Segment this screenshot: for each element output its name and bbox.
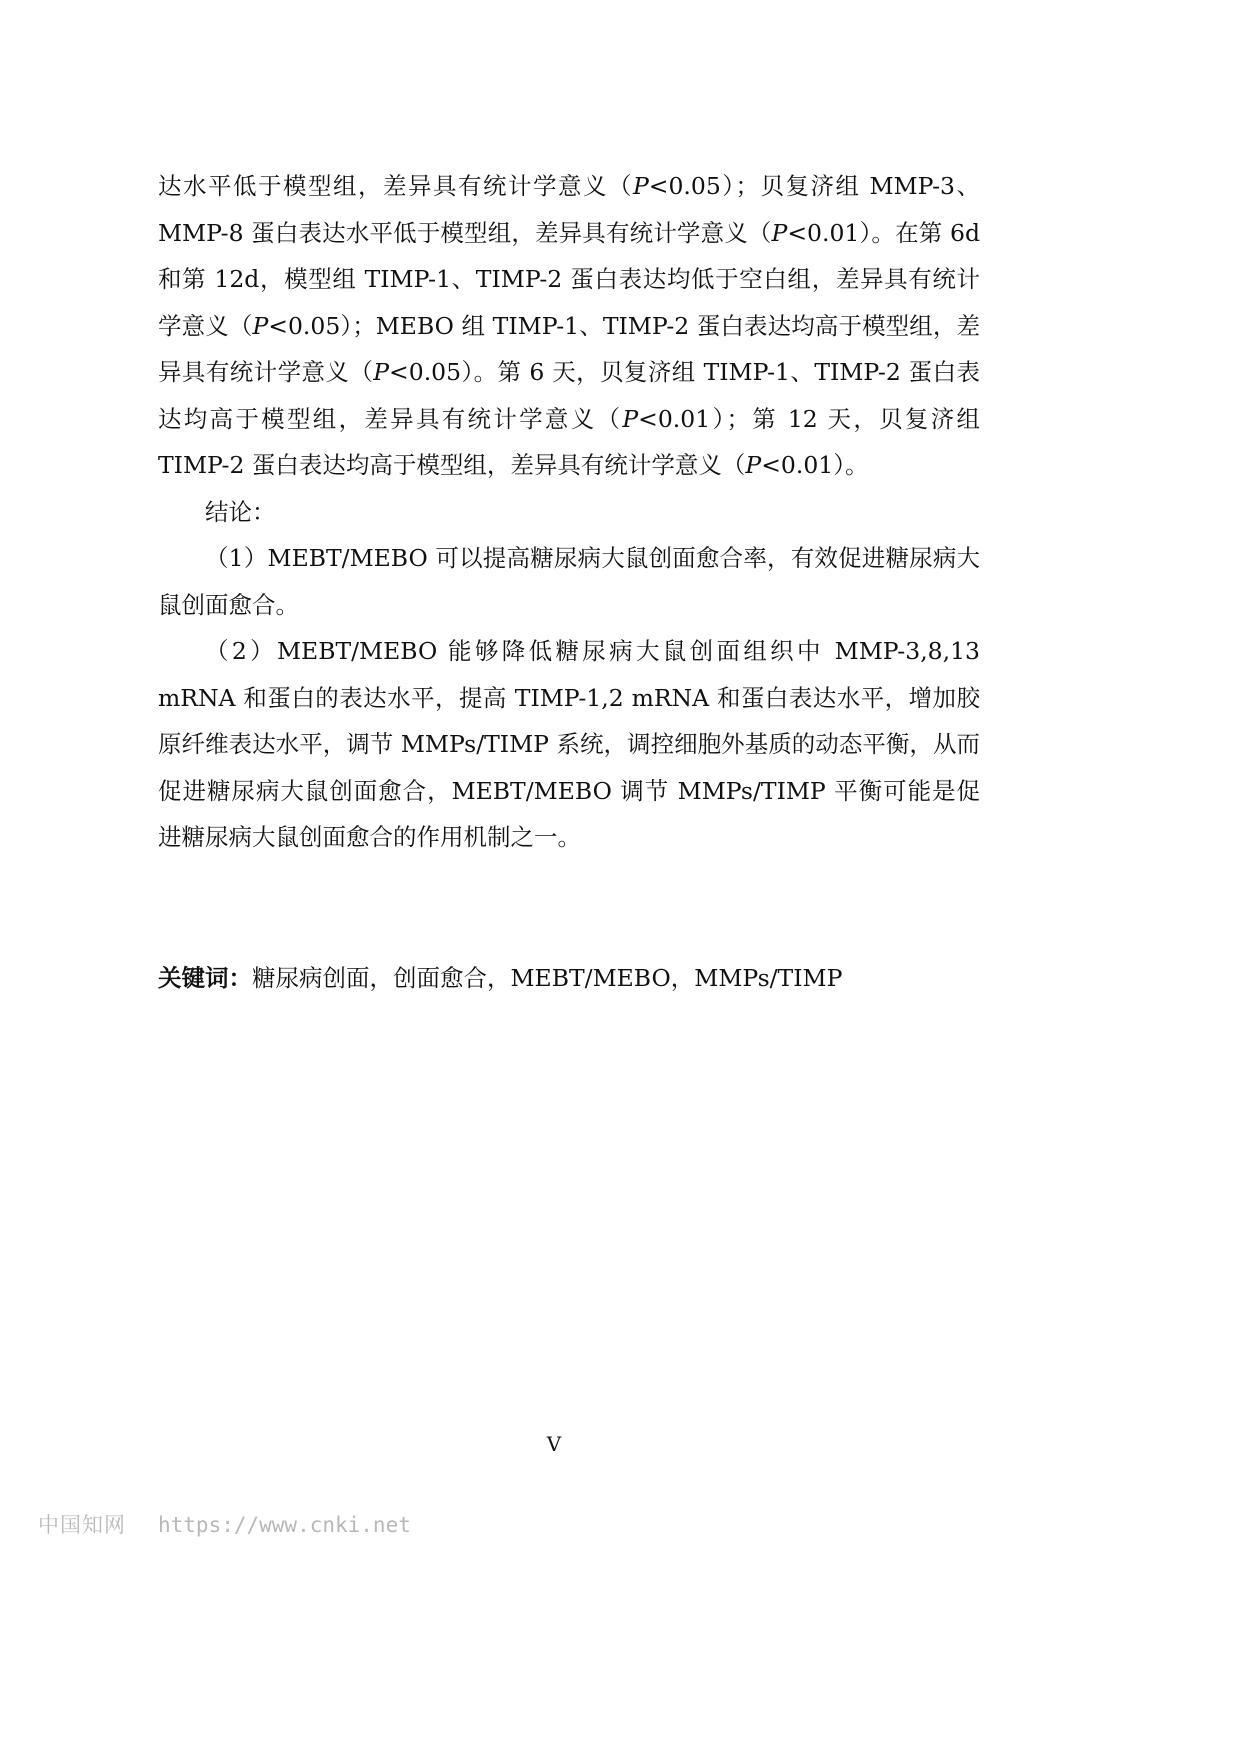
results-paragraph: 达水平低于模型组，差异具有统计学意义（P<0.05）；贝复济组 MMP-3、MMP-8 蛋白表达水平低于模型组，差异具有统计学意义（P<0.01）。在第 6d 和第 12d，模型组 TIMP-1、TIMP-2 蛋白表达均低于空白组，差异具有统计学意义（P<0.05）；MEBO 组 TIMP-1、TIMP-2 蛋白表达均高于模型组，差异具有统计学意义（P<0.05）。第 6 天，贝复济组 TIMP-1、TIMP-2 蛋白表达均高于模型组，差异具有统计学意义（P<0.01）；第 12 天，贝复济组 TIMP-2 蛋白表达均高于模型组，差异具有统计学意义（P<0.01）。	[158, 172, 981, 479]
keywords-line	[158, 958, 980, 998]
conclusion-item-2: （2）MEBT/MEBO 能够降低糖尿病大鼠创面组织中 MMP-3,8,13 mRNA 和蛋白的表达水平，提高 TIMP-1,2 mRNA 和蛋白表达水平，增加胶原纤维表达水平，调节 MMPs/TIMP 系统，调控细胞外基质的动态平衡，从而促进糖尿病大鼠创面愈合，MEBT/MEBO 调节 MMPs/TIMP 平衡可能是促进糖尿病大鼠创面愈合的作用机制之一。	[158, 637, 980, 851]
keywords-label: 关键词：	[158, 964, 252, 992]
cnki-watermark	[38, 1512, 411, 1538]
conclusion-item-1: （1）MEBT/MEBO 可以提高糖尿病大鼠创面愈合率，有效促进糖尿病大鼠创面愈合。	[158, 544, 980, 619]
conclusion-heading: 结论：	[205, 497, 276, 526]
abstract-body	[158, 163, 980, 861]
page-number: V	[546, 1432, 562, 1456]
watermark-url: https://www.cnki.net	[158, 1513, 411, 1537]
keywords-text: 糖尿病创面，创面愈合，MEBT/MEBO，MMPs/TIMP	[252, 964, 843, 992]
watermark-site-name: 中国知网	[38, 1513, 126, 1537]
